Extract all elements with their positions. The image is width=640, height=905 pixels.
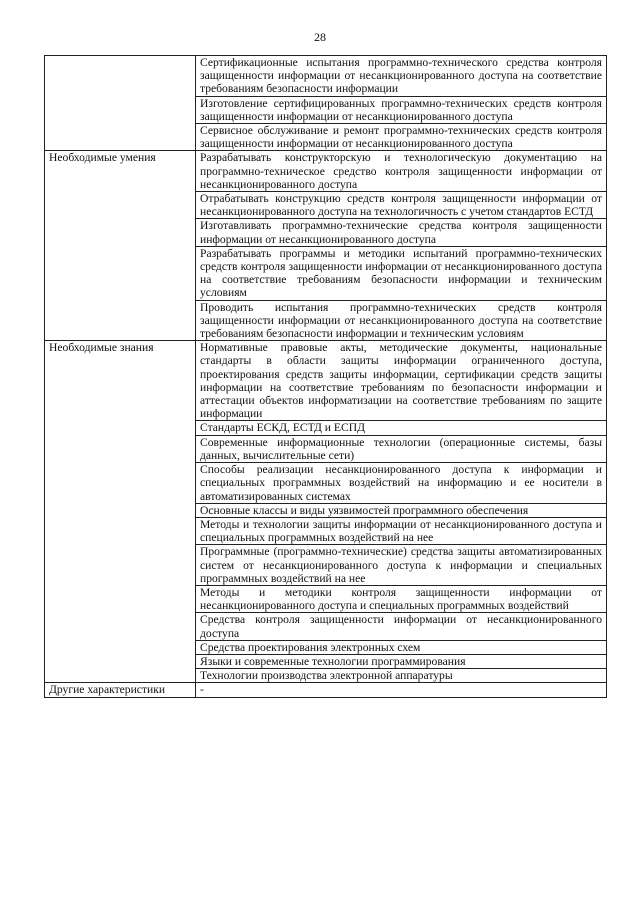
item-description: Разрабатывать программы и методики испытаний программно-технических средств контроля защищенности информации от несанкционированного доступа на соответствие требованиям безопасности информации и техническим условиям [196,246,607,300]
item-description: Технологии производства электронной аппаратуры [196,669,607,683]
item-description: Средства проектирования электронных схем [196,640,607,654]
requirements-table [44,55,607,698]
table-row [45,151,607,192]
item-description: - [196,683,607,697]
section-label: Необходимые знания [45,341,196,683]
item-description: Основные классы и виды уязвимостей программного обеспечения [196,503,607,517]
item-description: Стандарты ЕСКД, ЕСТД и ЕСПД [196,421,607,435]
item-description: Изготавливать программно-технические средства контроля защищенности информации от несанкционированного доступа [196,219,607,246]
section-label: Другие характеристики [45,683,196,697]
item-description: Программные (программно-технические) средства защиты автоматизированных систем от несанкционированного доступа к информации и специальных программных воздействий на нее [196,545,607,586]
item-description: Нормативные правовые акты, методические документы, национальные стандарты в области защиты информации ограниченного доступа, проектирования средств защиты информации, сертификации средств защиты информации на соответствие требованиям по безопасности информации и аттестации объектов информатизации на соответствие требованиям по защите информации [196,341,607,421]
page-number: 28 [314,30,326,44]
item-description: Изготовление сертифицированных программно-технических средств контроля защищенности информации от несанкционированного доступа [196,96,607,123]
section-label: Необходимые умения [45,151,196,341]
item-description: Методы и методики контроля защищенности информации от несанкционированного доступа и специальных программных воздействий [196,585,607,612]
table-row [45,341,607,421]
item-description: Языки и современные технологии программирования [196,654,607,668]
item-description: Разрабатывать конструкторскую и технологическую документацию на программно-техническое средство контроля защищенности информации от несанкционированного доступа [196,151,607,192]
item-description: Сертификационные испытания программно-технического средства контроля защищенности информации от несанкционированного доступа на соответствие требованиям безопасности информации [196,56,607,97]
item-description: Средства контроля защищенности информации от несанкционированного доступа [196,613,607,640]
item-description: Сервисное обслуживание и ремонт программно-технических средств контроля защищенности информации от несанкционированного доступа [196,124,607,151]
requirements-table-body [45,56,607,698]
item-description: Методы и технологии защиты информации от несанкционированного доступа и специальных программных воздействий на нее [196,517,607,544]
item-description: Проводить испытания программно-технических средств контроля защищенности информации от несанкционированного доступа на соответствие требованиям безопасности информации и техническим условиям [196,300,607,341]
item-description: Способы реализации несанкционированного доступа к информации и специальных программных воздействий на информацию и ее носители в автоматизированных системах [196,463,607,504]
section-label [45,56,196,151]
table-row [45,56,607,97]
item-description: Отрабатывать конструкцию средств контроля защищенности информации от несанкционированного доступа на технологичность с учетом стандартов ЕСТД [196,192,607,219]
item-description: Современные информационные технологии (операционные системы, базы данных, вычислительные сети) [196,435,607,462]
table-row [45,683,607,697]
